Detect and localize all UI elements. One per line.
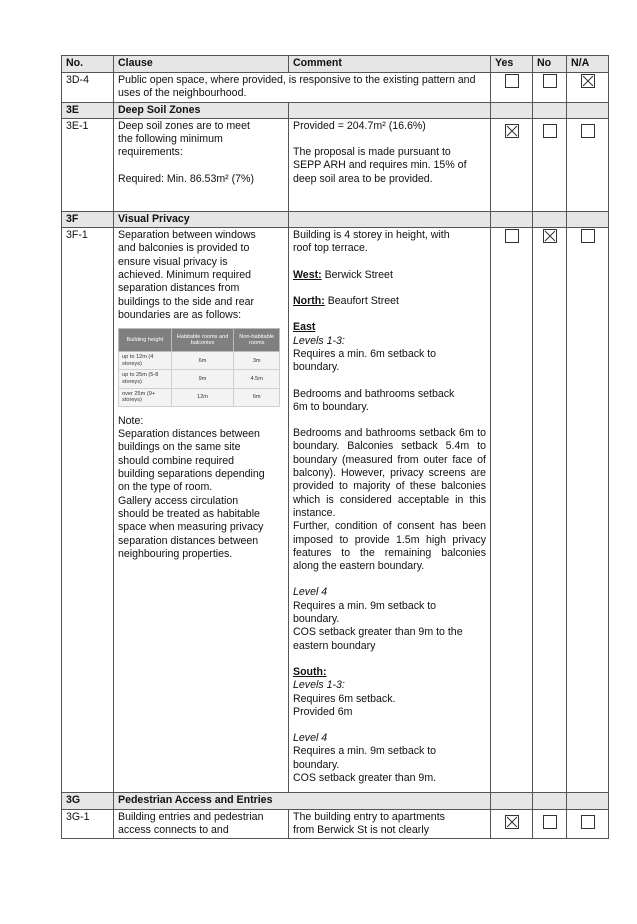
note-paragraph: Separation distances between buildings on the same site should combine required building separations depending on the type of room. bbox=[118, 428, 265, 494]
east-requirement: Requires a min. 6m setback to boundary. bbox=[293, 347, 437, 374]
south-label: South: bbox=[293, 665, 327, 678]
east-levels: Levels 1-3: bbox=[293, 334, 345, 347]
table-row bbox=[62, 228, 609, 793]
yes-checkbox[interactable] bbox=[505, 124, 519, 138]
section-title: Pedestrian Access and Entries bbox=[114, 793, 491, 809]
section-number: 3F bbox=[62, 211, 114, 227]
south-levels: Levels 1-3: bbox=[293, 679, 345, 692]
header-clause: Clause bbox=[114, 56, 289, 73]
east-label: East bbox=[293, 321, 316, 334]
mini-cell: 12m bbox=[171, 388, 234, 406]
na-checkbox[interactable] bbox=[581, 815, 595, 829]
clause-paragraph: Building entries and pedestrian access connects to and bbox=[118, 810, 264, 836]
east-level-4: Level 4 bbox=[293, 586, 328, 599]
west-label: West: bbox=[293, 268, 322, 281]
no-cell bbox=[533, 118, 567, 211]
separation-distance-table bbox=[118, 328, 280, 407]
section-row bbox=[62, 102, 609, 118]
row-number: 3E-1 bbox=[62, 118, 114, 211]
no-cell bbox=[533, 228, 567, 793]
clause-text bbox=[114, 73, 491, 103]
clause-text bbox=[114, 118, 289, 211]
comment-paragraph: The proposal is made pursuant to SEPP ARH and requires min. 15% of deep soil area to be provided. bbox=[293, 146, 467, 185]
east-bedrooms: Bedrooms and bathrooms setback 6m to boundary. bbox=[293, 387, 455, 413]
mini-cell: 6m bbox=[171, 352, 234, 370]
note-paragraph: Gallery access circulation should be treated as habitable space when measuring privacy separation distances between neighbouring properties. bbox=[118, 494, 264, 560]
mini-cell: up to 12m (4 storeys) bbox=[119, 352, 172, 370]
row-number: 3F-1 bbox=[62, 228, 114, 793]
clause-paragraph: Public open space, where provided, is responsive to the existing pattern and uses of the neighbourhood. bbox=[118, 74, 476, 100]
section-row bbox=[62, 793, 609, 809]
header-no: No. bbox=[62, 56, 114, 73]
mini-cell: over 25m (9+ storeys) bbox=[119, 388, 172, 406]
west-text: Berwick Street bbox=[321, 268, 393, 281]
row-number: 3G-1 bbox=[62, 809, 114, 839]
na-cell bbox=[567, 73, 609, 103]
clause-paragraph: Deep soil zones are to meet the following minimum requirements: bbox=[118, 119, 250, 159]
mini-row bbox=[119, 370, 280, 388]
table-row bbox=[62, 809, 609, 839]
north-text: Beaufort Street bbox=[324, 295, 399, 308]
header-yes: Yes bbox=[491, 56, 533, 73]
south-level-4: Level 4 bbox=[293, 732, 328, 745]
comment-west bbox=[293, 269, 486, 282]
section-row bbox=[62, 211, 609, 227]
na-checkbox[interactable] bbox=[581, 74, 595, 88]
north-label: North: bbox=[293, 295, 325, 308]
na-cell bbox=[567, 228, 609, 793]
no-cell bbox=[533, 809, 567, 839]
yes-checkbox[interactable] bbox=[505, 74, 519, 88]
table-row bbox=[62, 118, 609, 211]
checked-x-mark bbox=[544, 230, 556, 242]
comment-intro: Building is 4 storey in height, with roof top terrace. bbox=[293, 229, 450, 255]
yes-cell bbox=[491, 809, 533, 839]
mini-header: Non-habitable rooms bbox=[234, 329, 280, 352]
mini-header: Habitable rooms and balconies bbox=[171, 329, 234, 352]
mini-cell: up to 25m (5-8 storeys) bbox=[119, 370, 172, 388]
yes-cell bbox=[491, 73, 533, 103]
no-checkbox[interactable] bbox=[543, 229, 557, 243]
na-checkbox[interactable] bbox=[581, 229, 595, 243]
mini-row bbox=[119, 388, 280, 406]
east-level-4-text: Requires a min. 9m setback to boundary. COS setback greater than 9m to the eastern boundary bbox=[293, 599, 463, 652]
header-no-col: No bbox=[533, 56, 567, 73]
no-checkbox[interactable] bbox=[543, 74, 557, 88]
mini-row bbox=[119, 352, 280, 370]
yes-cell bbox=[491, 118, 533, 211]
comment-paragraph: The building entry to apartments from Berwick St is not clearly bbox=[293, 810, 445, 836]
section-number: 3E bbox=[62, 102, 114, 118]
south-level-4-text: Requires a min. 9m setback to boundary. COS setback greater than 9m. bbox=[293, 745, 437, 784]
no-cell bbox=[533, 73, 567, 103]
na-cell bbox=[567, 809, 609, 839]
yes-checkbox[interactable] bbox=[505, 815, 519, 829]
row-number: 3D-4 bbox=[62, 73, 114, 103]
na-checkbox[interactable] bbox=[581, 124, 595, 138]
header-na: N/A bbox=[567, 56, 609, 73]
no-checkbox[interactable] bbox=[543, 815, 557, 829]
mini-header: Building height bbox=[119, 329, 172, 352]
mini-cell: 9m bbox=[171, 370, 234, 388]
section-title: Deep Soil Zones bbox=[114, 102, 289, 118]
note-label: Note: bbox=[118, 414, 144, 427]
comment-text bbox=[289, 118, 491, 211]
mini-cell: 6m bbox=[234, 388, 280, 406]
east-paragraph-condition: Further, condition of consent has been imposed to provide 1.5m high privacy features to the remaining balconies along the eastern boundary. bbox=[293, 520, 486, 573]
comment-provided: Provided = 204.7m² (16.6%) bbox=[293, 119, 426, 132]
checked-x-mark bbox=[506, 816, 518, 828]
clause-paragraph: Separation between windows and balconies is provided to ensure visual privacy is achieved. Minimum required separation distances from buildings to the side and rear boundaries are as follows: bbox=[118, 229, 256, 321]
na-cell bbox=[567, 118, 609, 211]
mini-cell: 3m bbox=[234, 352, 280, 370]
east-paragraph: Bedrooms and bathrooms setback 6m to boundary. Balconies setback 5.4m to boundary (measured from outer face of balcony). However, privacy screens are provided to majority of these balconies which is considered acceptable in this instance. bbox=[293, 427, 486, 519]
document-page bbox=[61, 55, 608, 839]
comment-north bbox=[293, 295, 486, 308]
mini-cell: 4.5m bbox=[234, 370, 280, 388]
clause-text bbox=[114, 228, 289, 793]
header-comment: Comment bbox=[289, 56, 491, 73]
yes-cell bbox=[491, 228, 533, 793]
clause-requirement: Required: Min. 86.53m² (7%) bbox=[118, 172, 255, 185]
compliance-table bbox=[61, 55, 609, 839]
south-text: Requires 6m setback. Provided 6m bbox=[293, 692, 396, 718]
comment-text bbox=[289, 809, 491, 839]
section-number: 3G bbox=[62, 793, 114, 809]
clause-text bbox=[114, 809, 289, 839]
table-header-row bbox=[62, 56, 609, 73]
yes-checkbox[interactable] bbox=[505, 229, 519, 243]
checked-x-mark bbox=[506, 125, 518, 137]
checked-x-mark bbox=[582, 75, 594, 87]
section-title: Visual Privacy bbox=[114, 211, 289, 227]
table-row bbox=[62, 73, 609, 103]
comment-text bbox=[289, 228, 491, 793]
no-checkbox[interactable] bbox=[543, 124, 557, 138]
